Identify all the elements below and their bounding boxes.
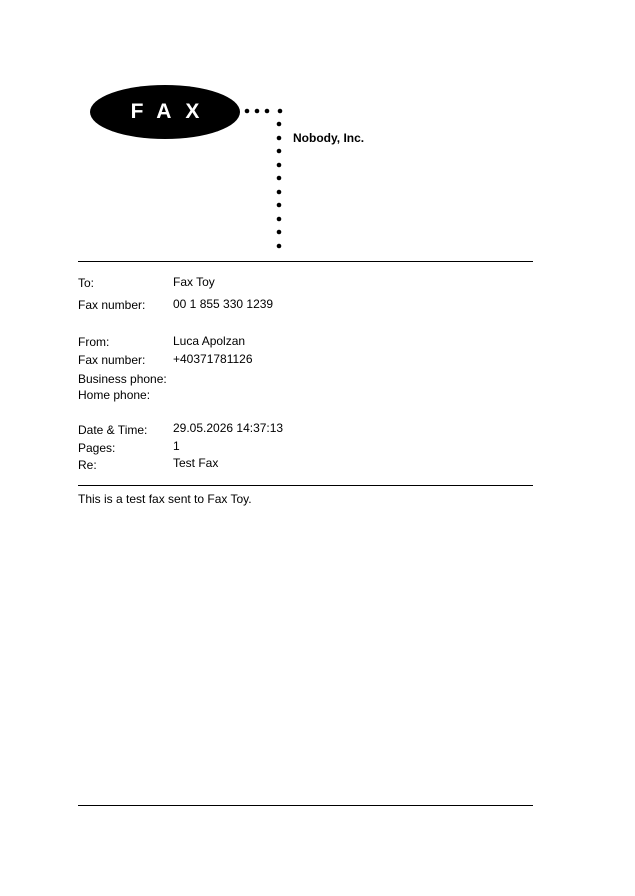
dotted-connector (0, 0, 635, 260)
details-divider (78, 485, 533, 486)
re-value: Test Fax (173, 456, 219, 470)
to-value: Fax Toy (173, 275, 215, 289)
recipient-fax-label: Fax number: (78, 298, 146, 312)
home-phone-label: Home phone: (78, 388, 151, 402)
recipient-fax-value: 00 1 855 330 1239 (173, 297, 274, 311)
sender-fax-label: Fax number: (78, 353, 146, 367)
message-body: This is a test fax sent to Fax Toy. (78, 492, 252, 506)
from-label: From: (78, 335, 110, 349)
footer-divider (78, 805, 533, 806)
datetime-label: Date & Time: (78, 423, 148, 437)
to-label: To: (78, 276, 95, 290)
pages-label: Pages: (78, 441, 116, 455)
business-phone-label: Business phone: (78, 372, 167, 386)
pages-value: 1 (173, 439, 180, 453)
company-name: Nobody, Inc. (293, 131, 365, 145)
from-value: Luca Apolzan (173, 334, 246, 348)
fax-logo-text: FAX (130, 100, 214, 123)
datetime-value: 29.05.2026 14:37:13 (173, 421, 284, 435)
header-divider (78, 261, 533, 262)
re-label: Re: (78, 458, 97, 472)
sender-fax-value: +40371781126 (173, 352, 253, 366)
